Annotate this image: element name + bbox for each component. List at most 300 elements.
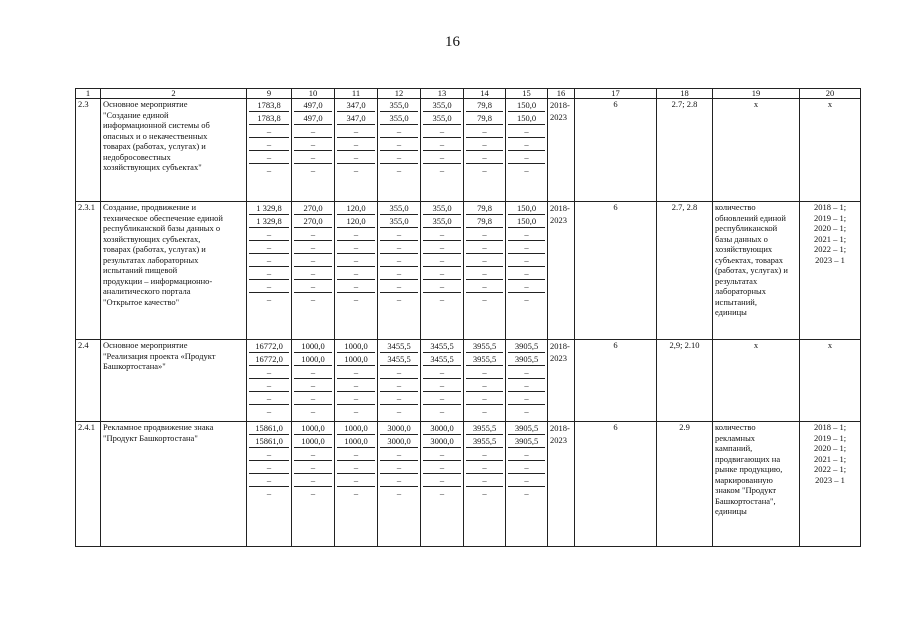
target-value-line: 2020 – 1; — [813, 223, 847, 233]
funding-value: – — [337, 241, 375, 254]
funding-value: – — [310, 294, 316, 304]
funding-value: 3905,5 — [508, 435, 545, 448]
header-cell: 17 — [575, 89, 657, 99]
table-row — [76, 422, 861, 547]
period-cell — [548, 340, 575, 422]
funding-column — [378, 202, 421, 340]
funding-value: – — [294, 448, 332, 461]
indicator-line: результатах — [715, 275, 758, 286]
column-17-cell: 6 — [575, 340, 657, 422]
activity-name-line: результатах лабораторных — [103, 254, 199, 265]
funding-value: – — [508, 379, 545, 392]
target-value-line: 2022 – 1; — [813, 464, 847, 474]
funding-value: 3000,0 — [423, 435, 461, 448]
activity-name-line: "Реализация проекта «Продукт — [103, 350, 216, 361]
funding-value: – — [508, 138, 545, 151]
funding-value: – — [249, 474, 289, 487]
target-values-cell — [800, 422, 861, 547]
funding-value: 1783,8 — [249, 112, 289, 125]
funding-column — [247, 202, 292, 340]
column-18-cell: 2.9 — [657, 422, 713, 547]
funding-value: – — [249, 366, 289, 379]
funding-value: – — [337, 228, 375, 241]
funding-value: – — [380, 379, 418, 392]
funding-value: 347,0 — [337, 99, 375, 112]
funding-value: 1000,0 — [337, 435, 375, 448]
indicator-line: единицы — [715, 506, 747, 516]
activity-name — [101, 340, 247, 422]
funding-column — [335, 202, 378, 340]
activity-name — [101, 422, 247, 547]
activity-name-line: опасных и о некачественных — [103, 130, 208, 141]
funding-value: – — [423, 241, 461, 254]
funding-column — [464, 202, 506, 340]
funding-value: – — [249, 280, 289, 293]
indicator-line: кампаний, — [715, 443, 753, 453]
funding-value: – — [423, 392, 461, 405]
funding-column — [292, 422, 335, 547]
funding-value: 1783,8 — [249, 99, 289, 112]
indicator-cell — [713, 422, 800, 547]
funding-value: – — [508, 241, 545, 254]
indicator-line: лабораторных — [715, 286, 767, 296]
funding-value: – — [294, 280, 332, 293]
activity-name-line: Основное мероприятие — [103, 340, 188, 350]
funding-value: 355,0 — [380, 215, 418, 228]
period-line: 2023 — [550, 353, 567, 363]
funding-value: 3000,0 — [380, 422, 418, 435]
funding-value: – — [423, 138, 461, 151]
funding-value: – — [380, 125, 418, 138]
funding-value: 3955,5 — [466, 422, 503, 435]
funding-column — [464, 422, 506, 547]
activity-name-line: "Продукт Башкортостана" — [103, 432, 198, 443]
funding-value: 1000,0 — [294, 340, 332, 353]
funding-value: – — [466, 379, 503, 392]
indicator-line: продвигающих на — [715, 453, 781, 464]
funding-value: 79,8 — [466, 112, 503, 125]
funding-value: – — [482, 165, 487, 175]
funding-value: – — [466, 392, 503, 405]
funding-value: – — [266, 294, 272, 304]
funding-column — [247, 99, 292, 202]
funding-column — [464, 99, 506, 202]
funding-value: – — [249, 392, 289, 405]
funding-value: – — [249, 241, 289, 254]
activity-name-line: товарах (работах, услугах) и — [103, 244, 206, 254]
period-line: 2018- — [550, 423, 570, 433]
funding-value: – — [380, 241, 418, 254]
funding-value: 15861,0 — [249, 435, 289, 448]
funding-value: – — [508, 392, 545, 405]
funding-value: – — [396, 165, 402, 175]
funding-column — [247, 422, 292, 547]
funding-value: 3000,0 — [380, 435, 418, 448]
funding-value: – — [482, 294, 487, 304]
funding-value: – — [466, 151, 503, 164]
funding-value: – — [423, 448, 461, 461]
activity-name-line: Рекламное продвижение знака — [103, 422, 214, 432]
funding-value: – — [508, 254, 545, 267]
activity-name-line: техническое обеспечение единой — [103, 212, 223, 223]
funding-value: – — [380, 151, 418, 164]
funding-value: – — [396, 406, 402, 416]
funding-value: – — [524, 406, 529, 416]
funding-value: – — [466, 461, 503, 474]
target-value-line: 2020 – 1; — [813, 443, 847, 453]
funding-value: – — [294, 366, 332, 379]
funding-value: – — [482, 488, 487, 498]
funding-value: 497,0 — [294, 112, 332, 125]
funding-value: – — [380, 228, 418, 241]
funding-value: – — [249, 267, 289, 280]
funding-value: – — [466, 366, 503, 379]
indicator-line: испытаний, — [715, 296, 757, 307]
funding-column — [335, 422, 378, 547]
funding-value: 150,0 — [508, 112, 545, 125]
funding-value: – — [508, 474, 545, 487]
funding-value: – — [466, 474, 503, 487]
funding-value: 270,0 — [294, 202, 332, 215]
funding-column — [335, 99, 378, 202]
funding-value: – — [466, 254, 503, 267]
funding-value: 3905,5 — [508, 340, 545, 353]
target-value-line: 2021 – 1; — [813, 453, 847, 464]
funding-column — [506, 99, 548, 202]
funding-value: 79,8 — [466, 215, 503, 228]
funding-value: – — [380, 461, 418, 474]
page-number: 16 — [445, 34, 460, 50]
funding-value: 3000,0 — [423, 422, 461, 435]
funding-value: – — [249, 228, 289, 241]
funding-value: 3955,5 — [466, 353, 503, 366]
funding-value: 1000,0 — [337, 340, 375, 353]
funding-value: – — [353, 488, 359, 498]
funding-value: – — [439, 406, 445, 416]
funding-value: – — [353, 294, 359, 304]
funding-value: – — [423, 125, 461, 138]
funding-value: 1 329,8 — [249, 202, 289, 215]
funding-value: – — [337, 366, 375, 379]
funding-value: 355,0 — [380, 202, 418, 215]
funding-value: – — [466, 280, 503, 293]
activity-name-line: Основное мероприятие — [103, 99, 188, 109]
activity-name-line: информационной системы об — [103, 120, 210, 130]
funding-value: – — [294, 138, 332, 151]
funding-value: 355,0 — [380, 99, 418, 112]
funding-column — [378, 99, 421, 202]
funding-value: 355,0 — [423, 99, 461, 112]
funding-value: – — [508, 228, 545, 241]
indicator-line: х — [753, 340, 759, 350]
funding-value: – — [439, 488, 445, 498]
funding-value: – — [380, 138, 418, 151]
column-18-cell: 2.7, 2.8 — [657, 202, 713, 340]
funding-value: – — [423, 461, 461, 474]
funding-value: – — [294, 474, 332, 487]
funding-value: – — [337, 379, 375, 392]
period-cell — [548, 99, 575, 202]
funding-value: 1000,0 — [294, 353, 332, 366]
activity-name — [101, 202, 247, 340]
target-value-line: 2019 – 1; — [813, 212, 847, 223]
funding-value: – — [508, 280, 545, 293]
funding-value: – — [466, 138, 503, 151]
header-cell: 2 — [101, 89, 247, 99]
funding-value: – — [380, 267, 418, 280]
target-value-line: 2022 – 1; — [813, 244, 847, 254]
column-18-cell: 2,9; 2.10 — [657, 340, 713, 422]
funding-value: – — [423, 474, 461, 487]
funding-value: – — [249, 138, 289, 151]
indicator-line: количество — [715, 422, 756, 432]
funding-column — [464, 340, 506, 422]
funding-value: – — [482, 406, 487, 416]
target-value-line: 2018 – 1; — [813, 422, 847, 432]
indicator-line: Башкортостана", — [715, 495, 776, 506]
funding-value: – — [294, 461, 332, 474]
indicator-line: (работах, услугах) и — [715, 265, 788, 275]
funding-column — [378, 340, 421, 422]
target-value-line: 2023 – 1 — [815, 254, 845, 265]
funding-value: 3905,5 — [508, 353, 545, 366]
funding-value: – — [423, 379, 461, 392]
funding-value: – — [423, 254, 461, 267]
funding-column — [421, 202, 464, 340]
header-cell: 9 — [247, 89, 292, 99]
period-cell — [548, 202, 575, 340]
table-row — [76, 340, 861, 422]
funding-value: – — [294, 125, 332, 138]
period-line: 2023 — [550, 435, 567, 445]
column-18-cell: 2.7; 2.8 — [657, 99, 713, 202]
activity-name-line: республиканской базы данных о — [103, 223, 221, 233]
funding-value: 355,0 — [423, 112, 461, 125]
indicator-line: хозяйствующих — [715, 244, 773, 254]
funding-value: – — [423, 151, 461, 164]
period-line: 2018- — [550, 100, 570, 110]
funding-value: – — [337, 461, 375, 474]
header-cell: 12 — [378, 89, 421, 99]
funding-value: – — [266, 406, 272, 416]
column-17-cell: 6 — [575, 422, 657, 547]
activity-name — [101, 99, 247, 202]
activity-name-line: Создание, продвижение и — [103, 202, 197, 212]
activity-name-line: "Открытое качество" — [103, 296, 180, 307]
funding-value: – — [249, 448, 289, 461]
funding-value: – — [524, 294, 529, 304]
funding-value: – — [466, 228, 503, 241]
indicator-cell — [713, 340, 800, 422]
funding-value: – — [310, 406, 316, 416]
header-cell: 19 — [713, 89, 800, 99]
funding-value: – — [353, 165, 359, 175]
activity-name-line: аналитического портала — [103, 286, 191, 296]
funding-value: – — [380, 474, 418, 487]
header-cell: 18 — [657, 89, 713, 99]
funding-value: 150,0 — [508, 215, 545, 228]
funding-value: – — [466, 267, 503, 280]
funding-value: 355,0 — [380, 112, 418, 125]
funding-value: – — [439, 165, 445, 175]
indicator-cell — [713, 99, 800, 202]
funding-value: 3955,5 — [466, 435, 503, 448]
program-table — [75, 88, 861, 547]
funding-value: 355,0 — [423, 202, 461, 215]
funding-value: – — [294, 379, 332, 392]
period-line: 2018- — [550, 203, 570, 213]
funding-value: – — [380, 366, 418, 379]
funding-value: – — [337, 267, 375, 280]
funding-value: – — [266, 165, 272, 175]
funding-value: 15861,0 — [249, 422, 289, 435]
funding-value: – — [508, 151, 545, 164]
period-line: 2023 — [550, 215, 567, 225]
funding-value: – — [294, 267, 332, 280]
funding-value: – — [508, 267, 545, 280]
funding-value: 3455,5 — [423, 340, 461, 353]
column-17-cell: 6 — [575, 202, 657, 340]
activity-name-line: "Создание единой — [103, 109, 169, 120]
funding-value: 270,0 — [294, 215, 332, 228]
funding-value: – — [380, 448, 418, 461]
funding-value: – — [466, 448, 503, 461]
row-number: 2.3 — [76, 99, 101, 202]
funding-column — [247, 340, 292, 422]
funding-value: 120,0 — [337, 202, 375, 215]
row-number: 2.3.1 — [76, 202, 101, 340]
period-line: 2018- — [550, 341, 570, 351]
row-number: 2.4.1 — [76, 422, 101, 547]
funding-value: 120,0 — [337, 215, 375, 228]
indicator-line: обновлений единой — [715, 212, 786, 223]
indicator-line: маркированную — [715, 474, 773, 485]
activity-name-line: хозяйствующих субъектах, — [103, 233, 201, 244]
funding-value: – — [466, 241, 503, 254]
funding-value: – — [380, 392, 418, 405]
target-values-cell — [800, 340, 861, 422]
header-cell: 14 — [464, 89, 506, 99]
target-value-line: 2019 – 1; — [813, 432, 847, 443]
indicator-line: рынке продукцию, — [715, 464, 783, 474]
activity-name-line: хозяйствующих субъектах" — [103, 162, 202, 172]
indicator-cell — [713, 202, 800, 340]
funding-value: – — [337, 125, 375, 138]
funding-value: – — [396, 488, 402, 498]
funding-value: – — [249, 125, 289, 138]
funding-value: – — [337, 448, 375, 461]
funding-column — [421, 340, 464, 422]
funding-value: – — [294, 241, 332, 254]
indicator-line: единицы — [715, 307, 747, 317]
column-17-cell: 6 — [575, 99, 657, 202]
funding-value: – — [337, 151, 375, 164]
funding-value: – — [508, 366, 545, 379]
funding-value: – — [423, 366, 461, 379]
funding-value: 16772,0 — [249, 353, 289, 366]
funding-value: 16772,0 — [249, 340, 289, 353]
funding-value: – — [508, 448, 545, 461]
funding-value: 3455,5 — [380, 340, 418, 353]
activity-name-line: испытаний пищевой — [103, 265, 178, 275]
funding-value: 150,0 — [508, 99, 545, 112]
funding-value: – — [294, 254, 332, 267]
header-cell: 1 — [76, 89, 101, 99]
funding-value: 355,0 — [423, 215, 461, 228]
funding-value: 3905,5 — [508, 422, 545, 435]
funding-value: 79,8 — [466, 99, 503, 112]
funding-value: 1000,0 — [337, 422, 375, 435]
target-values-cell — [800, 202, 861, 340]
funding-column — [292, 99, 335, 202]
funding-column — [335, 340, 378, 422]
funding-column — [421, 99, 464, 202]
funding-value: – — [337, 392, 375, 405]
funding-value: – — [423, 228, 461, 241]
funding-value: 1000,0 — [294, 422, 332, 435]
activity-name-line: недобросовестных — [103, 151, 171, 162]
header-cell: 11 — [335, 89, 378, 99]
funding-value: 1000,0 — [294, 435, 332, 448]
indicator-line: х — [753, 99, 759, 109]
funding-value: 3955,5 — [466, 340, 503, 353]
funding-column — [421, 422, 464, 547]
funding-column — [506, 202, 548, 340]
funding-value: – — [249, 379, 289, 392]
funding-value: – — [380, 254, 418, 267]
funding-value: – — [266, 488, 272, 498]
target-value-line: 2018 – 1; — [813, 202, 847, 212]
funding-value: – — [249, 461, 289, 474]
funding-value: – — [380, 280, 418, 293]
funding-value: – — [337, 138, 375, 151]
target-value-line: х — [827, 99, 833, 109]
target-value-line: 2021 – 1; — [813, 233, 847, 244]
funding-value: – — [508, 461, 545, 474]
header-cell: 16 — [548, 89, 575, 99]
funding-value: 3455,5 — [423, 353, 461, 366]
funding-value: – — [466, 125, 503, 138]
funding-value: – — [310, 165, 316, 175]
funding-value: 79,8 — [466, 202, 503, 215]
funding-value: 150,0 — [508, 202, 545, 215]
period-line: 2023 — [550, 112, 567, 122]
table-row — [76, 202, 861, 340]
funding-value: – — [439, 294, 445, 304]
funding-value: 1000,0 — [337, 353, 375, 366]
funding-value: – — [310, 488, 316, 498]
funding-value: 1 329,8 — [249, 215, 289, 228]
indicator-line: количество — [715, 202, 756, 212]
indicator-line: рекламных — [715, 432, 756, 443]
funding-value: 497,0 — [294, 99, 332, 112]
funding-value: – — [294, 228, 332, 241]
funding-value: – — [337, 474, 375, 487]
indicator-line: республиканской — [715, 223, 778, 233]
funding-value: – — [524, 488, 529, 498]
funding-value: 347,0 — [337, 112, 375, 125]
funding-value: – — [423, 280, 461, 293]
header-cell: 20 — [800, 89, 861, 99]
activity-name-line: Башкортостана»" — [103, 361, 166, 371]
activity-name-line: товарах (работах, услугах) и — [103, 141, 206, 151]
funding-value: – — [423, 267, 461, 280]
target-value-line: 2023 – 1 — [815, 474, 845, 485]
funding-column — [292, 340, 335, 422]
indicator-line: знаком "Продукт — [715, 485, 777, 495]
header-cell: 15 — [506, 89, 548, 99]
table-row — [76, 99, 861, 202]
